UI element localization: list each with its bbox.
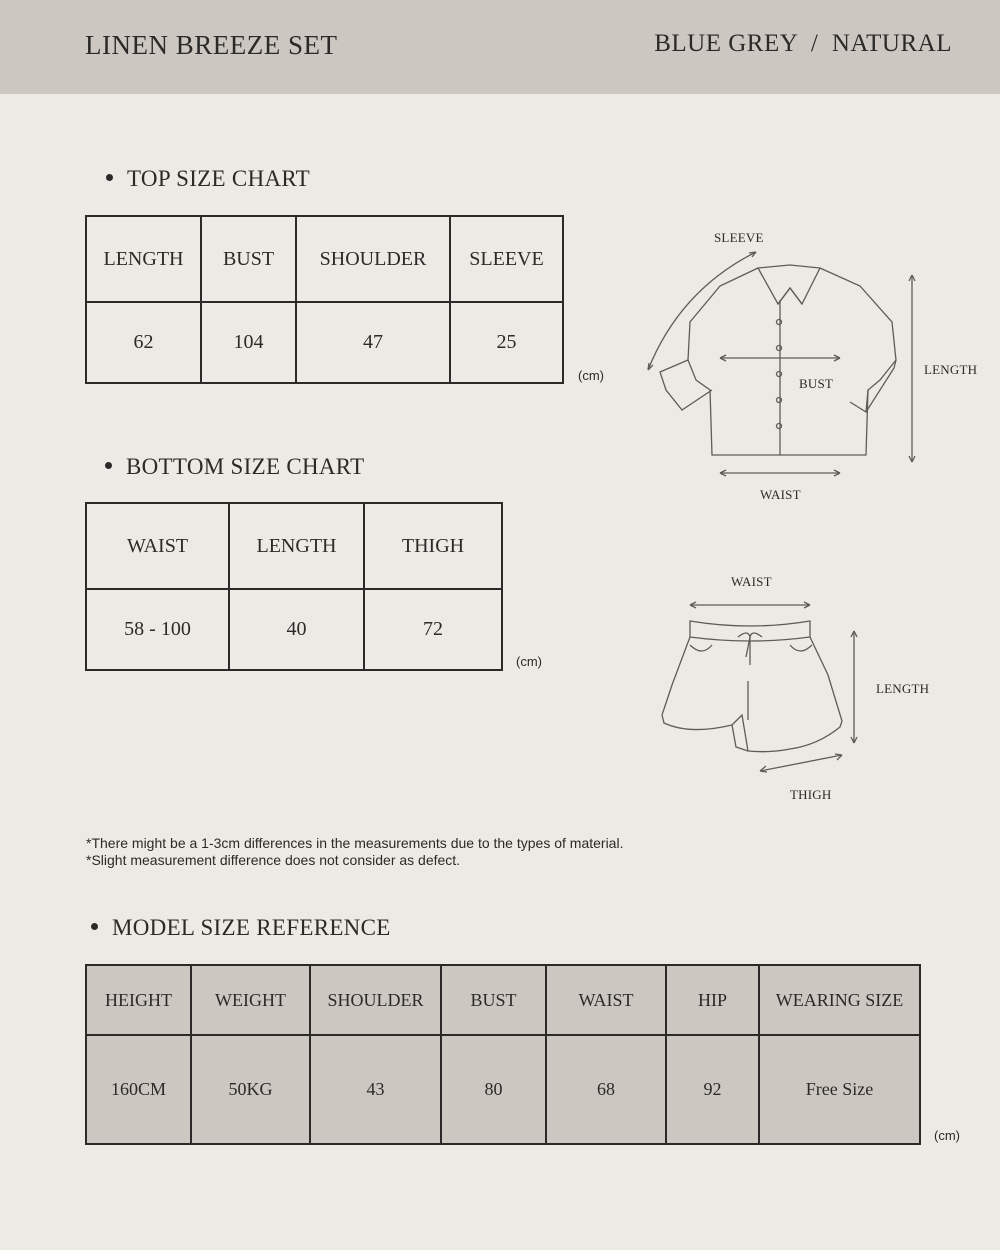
waist-label: WAIST [760,487,801,502]
bust-label: BUST [799,376,834,391]
top-header-cell: BUST [201,216,296,302]
top-chart-heading [106,166,310,192]
bullet-icon [91,923,98,930]
measurement-note: *There might be a 1-3cm differences in the measurements due to the types of material. [86,835,624,851]
top-header-cell: SHOULDER [296,216,450,302]
top-value-cell: 47 [296,302,450,383]
defect-note: *Slight measurement difference does not consider as defect. [86,852,461,868]
bottom-size-header-row [86,503,502,589]
model-header-cell: HEIGHT [86,965,191,1035]
model-value-cell: 43 [310,1035,441,1144]
model-value-cell: 80 [441,1035,546,1144]
bottom-chart-heading [105,454,364,480]
bottom-value-cell: 72 [364,589,502,670]
bottom-header-cell: LENGTH [229,503,364,589]
model-value-cell: 92 [666,1035,759,1144]
bottom-header-cell: THIGH [364,503,502,589]
shirt-outline [688,268,896,455]
product-title: LINEN BREEZE SET [85,30,338,60]
top-size-header-row [86,216,563,302]
top-value-cell: 25 [450,302,563,383]
length-label: LENGTH [924,362,978,377]
model-header-cell: HIP [666,965,759,1035]
bottom-value-cell: 58 - 100 [86,589,229,670]
header-bar [0,0,1000,94]
bottom-size-table [85,502,503,671]
shorts-length-label: LENGTH [876,681,930,696]
bottom-chart-title: BOTTOM SIZE CHART [126,454,365,479]
sleeve-measure-arrow [648,252,756,370]
bullet-icon [105,462,112,469]
top-chart-unit: (cm) [578,368,604,383]
model-size-table [85,964,921,1145]
top-size-value-row [86,302,563,383]
bottom-value-cell: 40 [229,589,364,670]
model-header-cell: SHOULDER [310,965,441,1035]
model-value-cell: Free Size [759,1035,920,1144]
top-chart-title: TOP SIZE CHART [127,166,311,191]
shorts-thigh-label: THIGH [790,787,832,802]
top-header-cell: SLEEVE [450,216,563,302]
sleeve-label: SLEEVE [714,230,764,245]
model-value-cell: 50KG [191,1035,310,1144]
top-value-cell: 104 [201,302,296,383]
bottom-header-cell: WAIST [86,503,229,589]
model-value-row [86,1035,920,1144]
collar [758,265,820,304]
model-chart-heading [91,915,391,941]
top-size-table [85,215,564,384]
model-header-cell: WAIST [546,965,666,1035]
model-chart-unit: (cm) [934,1128,960,1143]
model-value-cell: 160CM [86,1035,191,1144]
product-variant: BLUE GREY / NATURAL [654,30,952,57]
shorts-diagram [650,595,870,785]
model-header-cell: WEIGHT [191,965,310,1035]
model-chart-title: MODEL SIZE REFERENCE [112,915,391,940]
model-header-row [86,965,920,1035]
model-header-cell: BUST [441,965,546,1035]
top-header-cell: LENGTH [86,216,201,302]
model-value-cell: 68 [546,1035,666,1144]
bottom-chart-unit: (cm) [516,654,542,669]
bottom-size-value-row [86,589,502,670]
bullet-icon [106,174,113,181]
shorts-waist-label: WAIST [731,574,772,589]
top-garment-diagram [640,240,940,480]
shorts-outline [662,637,842,752]
top-value-cell: 62 [86,302,201,383]
shorts-thigh-arrow [760,755,842,771]
model-header-cell: WEARING SIZE [759,965,920,1035]
